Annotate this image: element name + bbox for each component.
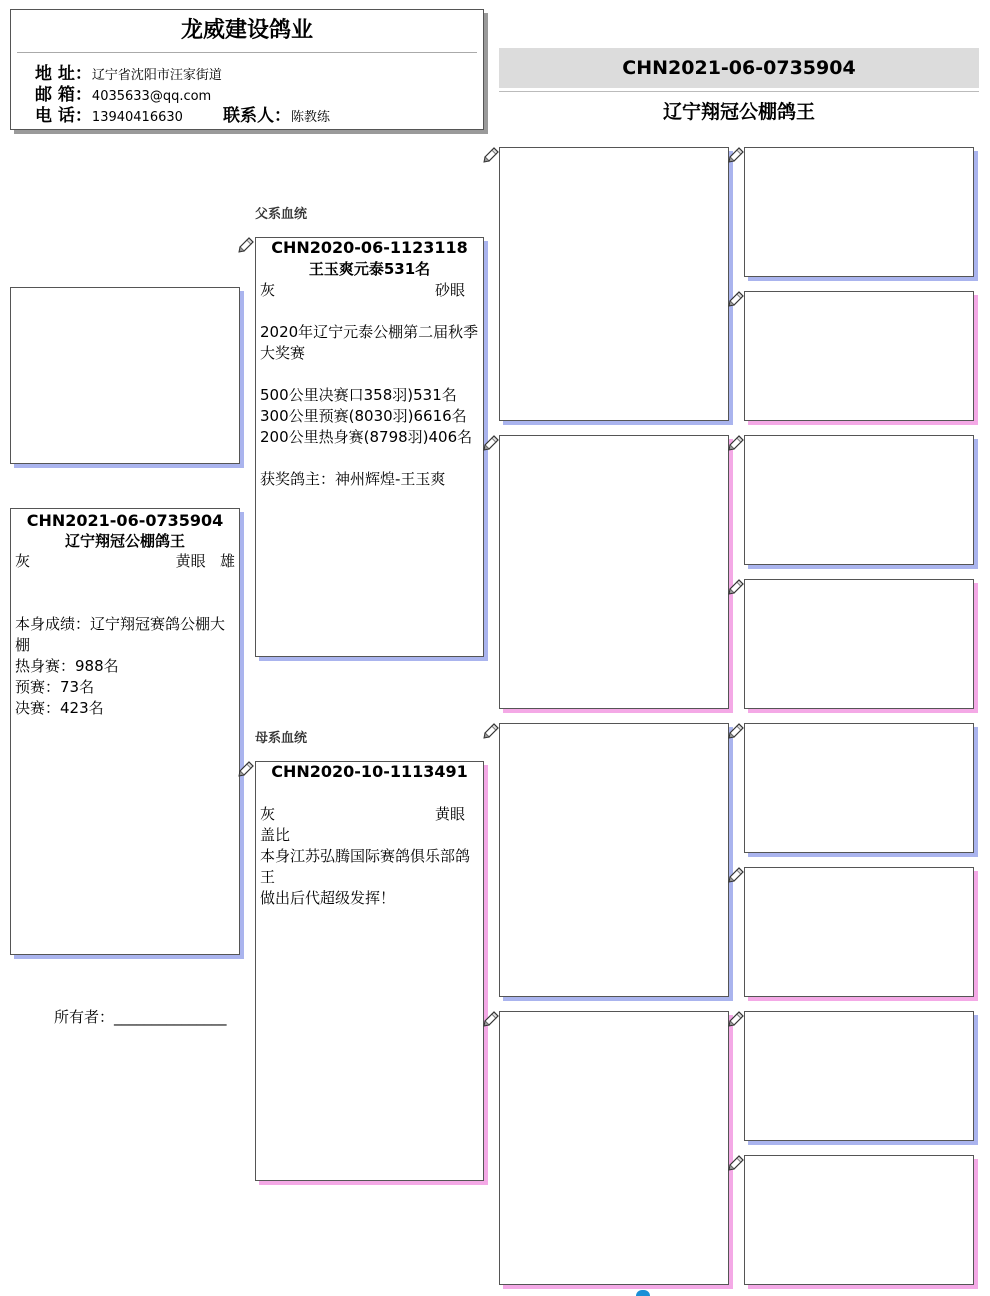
- sire-line-label: 父系血统: [255, 207, 308, 222]
- dam-ring: CHN2020-10-1113491: [271, 762, 468, 781]
- address-line: [35, 64, 222, 86]
- grandsire-maternal-card[interactable]: [499, 723, 729, 997]
- edit-pencil-icon[interactable]: [238, 761, 254, 777]
- sire-note: 500公里决赛口358羽)531名: [260, 386, 457, 404]
- sire-eye: 砂眼: [434, 281, 465, 299]
- great-grandparent-card[interactable]: [744, 1011, 974, 1141]
- title-ring: CHN2021-06-0735904: [622, 57, 856, 79]
- subject-name: 辽宁翔冠公棚鸽王: [64, 532, 185, 550]
- subject-notes: [15, 614, 235, 719]
- great-grandparent-card[interactable]: [744, 723, 974, 853]
- phone-value: 13940416630: [91, 110, 183, 125]
- email-label: 邮 箱：: [35, 85, 92, 105]
- edit-pencil-icon[interactable]: [483, 147, 499, 163]
- sire-ring: CHN2020-06-1123118: [271, 238, 468, 257]
- phone-line: [35, 106, 183, 128]
- dam-note: 盖比: [260, 826, 291, 844]
- contact-value: 陈教练: [291, 110, 331, 125]
- edit-pencil-icon[interactable]: [728, 147, 744, 163]
- dam-traits: [260, 804, 479, 825]
- subject-color: 灰: [15, 552, 31, 570]
- loft-info-card: [10, 9, 484, 130]
- subject-sex: 雄: [219, 552, 235, 570]
- great-grandparent-card[interactable]: [744, 579, 974, 709]
- sire-color: 灰: [260, 281, 276, 299]
- edit-pencil-icon[interactable]: [728, 867, 744, 883]
- granddam-paternal-card[interactable]: [499, 435, 729, 709]
- great-grandparent-card[interactable]: [744, 1155, 974, 1285]
- email-line: [35, 85, 211, 107]
- edit-pencil-icon[interactable]: [728, 723, 744, 739]
- owner-label: 所有者：: [54, 1008, 115, 1026]
- sire-note: [260, 364, 479, 385]
- contact-label: 联系人：: [223, 106, 291, 126]
- edit-pencil-icon[interactable]: [483, 435, 499, 451]
- dam-notes: [260, 825, 479, 909]
- edit-pencil-icon[interactable]: [728, 291, 744, 307]
- sire-notes: [260, 322, 479, 490]
- subject-ring: CHN2021-06-0735904: [26, 511, 224, 530]
- title-name: 辽宁翔冠公棚鸽王: [662, 101, 815, 123]
- email-value: 4035633@qq.com: [91, 89, 212, 104]
- grandsire-paternal-card[interactable]: [499, 147, 729, 421]
- edit-pencil-icon[interactable]: [728, 435, 744, 451]
- address-label: 地 址：: [35, 64, 92, 84]
- edit-pencil-icon[interactable]: [728, 1155, 744, 1171]
- subject-note: 热身赛：988名: [15, 657, 119, 675]
- edit-pencil-icon[interactable]: [728, 1011, 744, 1027]
- header-divider: [17, 52, 477, 53]
- dam-eye: 黄眼: [434, 805, 465, 823]
- subject-traits: [15, 551, 235, 572]
- edit-pencil-icon[interactable]: [483, 1011, 499, 1027]
- granddam-maternal-card[interactable]: [499, 1011, 729, 1285]
- subject-note: 预赛：73名: [15, 678, 95, 696]
- subject-note: 本身成绩：辽宁翔冠赛鸽公棚大棚: [15, 615, 226, 654]
- sire-card[interactable]: [255, 237, 484, 657]
- dam-note: 做出后代超级发挥！: [260, 889, 396, 907]
- dam-name: [260, 782, 479, 804]
- photo-box[interactable]: [10, 287, 240, 464]
- dam-card[interactable]: [255, 761, 484, 1181]
- subject-eye: 黄眼: [175, 552, 206, 570]
- title-ring-bar: [499, 48, 979, 88]
- great-grandparent-card[interactable]: [744, 867, 974, 997]
- owner-blank[interactable]: _______________: [114, 1008, 227, 1026]
- phone-label: 电 话：: [35, 106, 92, 126]
- sire-traits: [260, 280, 479, 301]
- dam-color: 灰: [260, 805, 276, 823]
- sire-note: 300公里预赛(8030羽)6616名: [260, 407, 467, 425]
- subject-note: 决赛：423名: [15, 699, 104, 717]
- sire-note: 200公里热身赛(8798羽)406名: [260, 428, 473, 446]
- subject-card[interactable]: [10, 508, 240, 955]
- dam-note: 本身江苏弘腾国际赛鸽俱乐部鸽王: [260, 847, 471, 886]
- dam-line-label: 母系血统: [255, 731, 308, 746]
- sire-note: 2020年辽宁元泰公棚第二届秋季大奖赛: [260, 323, 479, 362]
- edit-pencil-icon[interactable]: [483, 723, 499, 739]
- title-divider: [499, 91, 979, 92]
- scroll-hint-icon[interactable]: [636, 1290, 650, 1296]
- contact-line: [223, 106, 330, 128]
- sire-note: 获奖鸽主：神州辉煌-王玉爽: [260, 470, 446, 488]
- sire-name: 王玉爽元泰531名: [308, 260, 431, 278]
- edit-pencil-icon[interactable]: [238, 237, 254, 253]
- owner-line: [54, 1007, 227, 1028]
- great-grandparent-card[interactable]: [744, 435, 974, 565]
- great-grandparent-card[interactable]: [744, 147, 974, 277]
- edit-pencil-icon[interactable]: [728, 579, 744, 595]
- loft-name: 龙威建设鸽业: [180, 18, 313, 43]
- sire-note: [260, 448, 479, 469]
- address-value: 辽宁省沈阳市汪家街道: [91, 68, 222, 83]
- great-grandparent-card[interactable]: [744, 291, 974, 421]
